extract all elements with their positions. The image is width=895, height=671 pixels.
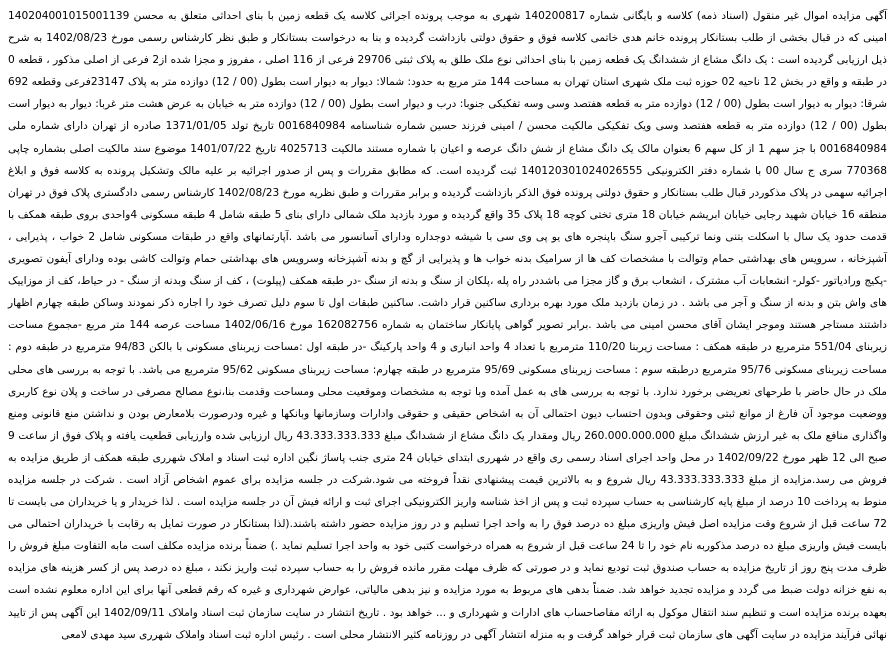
- auction-notice-text: آگهی مزایده اموال غیر منقول (اسناد ذمه) کلاسه 14020400101500113‪9 و بایگانی شماره 140200817 شهری به موجب پرونده اجرائی کلاسه یک قطعه زمین با بنای احداثی متعلق به محسن امینی که در قبال بخشی از طلب بستانکار پرونده خانم هدی خاتمی کلاسه فوق و حقوق دولتی بازداشت گردیده و بنا به درخواست بستانکار و طبق نظر کارشناس رسمی مورخ 1402/08/23 به شرح ذیل ارزیابی گردیده است : یک دانگ مشاع از ششدانگ یک قطعه زمین با بنای احداثی نوع ملک طلق به پلاک ثبتی 29706 فرعی از 116 اصلی ، مفروز و مجزا شده از2 فرعی از اصلی مذکور ، قطعه 0 در طبقه و واقع در بخش 12 ناحیه 02 حوزه ثبت ملک شهری استان تهران به مساحت 144 متر مربع به حدود: شمالا: دیوار به دیوار است بطول (00 / 12) دوازده متر به پلاک 23147فرعی وقطعه 692 شرقا: دیوار به دیوار است بطول (00 / 12) دوازده متر به قطعه هفتصد وسی وسه تفکیکی جنوبا: درب و دیوار است بطول (00 / 12) دوازده متر به خیابان به عرض هشت متر غربا: دیوار به دیوار است بطول (00 / 12) دوازده متر به قطعه هفتصد وسی ویک تفکیکی مالکیت محسن / امینی فرزند حسین شماره شناسنامه 0016840984 تاریخ تولد 1371/01/05 صادره از تهران دارای شماره ملی 0016840984 با جز سهم 1 از کل سهم 6 بعنوان مالک یک دانگ مشاع از شش دانگ عرصه و اعیان با شماره مستند مالکیت 4025713 تاریخ 1401/07/22 موضوع سند مالکیت اصلی بشماره چاپی 770368 سری ج سال 00 با شماره دفتر الکترونیکی 140120301024026555 ثبت گردیده است. که مطابق مقررات و پس از صدور اجرائیه بر علیه مالک وتشکیل پرونده به کلاسه فوق و ابلاغ اجرائیه سهمی در پلاک مذکوردر قبال طلب بستانکار و حقوق دولتی پرونده فوق الذکر بازداشت گردیده و برابر مقررات و طبق نظریه مورخ 1402/08/23 کارشناس رسمی دادگستری پلاک فوق در تهران منطقه 16 خیابان شهید رجایی خیابان ابریشم خیابان 18 متری تختی کوچه 18 پلاک 35 واقع گردیده و مورد بازدید ملک شمالی دارای بنای 5 طبقه شامل 4 طبقه مسکونی 4واحدی بروی طبقه همکف با قدمت حدود یک سال با اسکلت بتنی ونما ترکیبی آجرو سنگ باپنجره های یو پی وی سی با شیشه دوجداره ودارای آسانسور می باشد .آپارتمانهای واقع در طبقات مسکونی شامل 2 خواب ، پذیرایی ، آشپزخانه ، سرویس های بهداشتی حمام وتوالت با مشخصات کف ها از سرامیک بدنه خواب ها و پذیرایی از گچ و بدنه آشپزخانه وسرویس های بهداشتی حمام وتوالت کاشی بوده ودارای آیفون تصویری -پکیج ورادیاتور -کولر- انشعابات آب مشترک ، انشعاب برق و گاز مجزا می باشددر راه پله ،پلکان از سنگ و بدنه از سنگ -در طبقه همکف (پیلوت) ، کف از سنگ وبدنه از سنگ - در حیاط، کف از موزاییک های واش بتن و بدنه از سنگ و آجر می باشد . در زمان بازدید ملک مورد بهره برداری ساکنین قرار داشت. ساکنین طبقات اول تا سوم دلیل تصرف خود را اجاره ذکر نمودند وساکن طبقه چهارم اظهار داشتند مستاجر هستند وموجر ایشان آقای محسن امینی می باشد .برابر تصویر گواهی پایانکار ساختمان به شماره 162082756 مورخ 1402/06/16 مساحت عرصه 144 متر مربع -مجموع مساحت زیربنای 551/04 مترمربع در طبقه همکف : مساحت زیربنا 110/20 مترمربع با تعداد 4 واحد انباری و 4 واحد پارکینگ -در طبقه اول :مساحت زیربنای مسکونی با بالکن 94/83 مترمربع در طبقه دوم : مساحت زیربنای مسکونی 95/76 مترمربع درطبقه سوم : مساحت زیربنای مسکونی 95/69 مترمربع در طبقه چهارم: مساحت زیربنای مسکونی 95/62 مترمربع می باشد. با توجه به بررسی های محلی ملک در حال حاضر با طرحهای تعریضی برخورد ندارد. با توجه به بررسی های به عمل آمده وبا توجه به مشخصات وموقعیت محلی ومساحت وقدمت بنا،نوع مصالح مصرفی در ساخت و پلان نوع کاربری ووضعیت موجود آن فارغ از موانع ثبتی وحقوقی وبدون احتساب دیون احتمالی آن به اشخاص حقیقی و حقوقی وادارات وسازمانها وبانکها و غیره ودرصورت بلامعارض بودن و نداشتن منع قانونی ومنع واگذاری منافع ملک به غیر ارزش ششدانگ مبلغ 260.000.000.000 ریال ومقدار یک دانگ مشاع از ششدانگ مبلغ 43.333.333.333 ریال ارزیابی شده وارزیابی قطعیت یافته و پلاک فوق از ساعت 9 صبح الی 12 ظهر مورخ 1402/09/22 در محل واحد اجرای اسناد رسمی ری واقع در شهرری ابتدای خیابان 24 متری جنب پاساژ نگین اداره ثبت اسناد و املاک شهرری طبقه همکف از طریق مزایده به فروش می رسد.مزایده از مبلغ 43.333.333.333 ریال شروع و به بالاترین قیمت پیشنهادی نقداً فروخته می شود.شرکت در جلسه مزایده برای عموم اشخاص آزاد است . شرکت در جلسه مزایده منوط به پرداخت 10 درصد از مبلغ پایه کارشناسی به حساب سپرده ثبت و پس از اخذ شناسه واریز الکترونیکی اجرای ثبت و ارائه فیش آن در جلسه مزایده است . لذا خریدار و یا خریداران می بایست تا 72 ساعت قبل از شروع وقت مزایده اصل فیش واریزی مبلغ ده درصد فوق را به واحد اجرا تسلیم و در روز مزایده حضور داشته باشند.(لذا بستانکار در صورت تمایل به رقابت با خریداران احتمالی می بایست فیش واریزی مبلغ ده درصد مذکوربه نام خود را تا 24 ساعت قبل از شروع به همراه درخواست کتبی خود به واحد اجرا تسلیم نماید .) ضمناً برنده مزایده مکلف است مابه التفاوت مبلغ فروش را ظرف مدت پنج روز از تاریخ مزایده به حساب صندوق ثبت تودیع نماید و در صورتی که ظرف مهلت مقرر مانده فروش را به حساب سپرده ثبت واریز نکند ، مبلغ ده درصد پس از کسر هزینه های مزایده به نفع خزانه دولت ضبط می گردد و مزایده تجدید خواهد شد. ضمناً بدهی های مربوط به مورد مزایده و نیز بدهی مالیاتی، عوارض شهرداری و غیره که رقم قطعی آنها برای این اداره معلوم نشده است بعهده برنده مزایده است و تنظیم سند انتقال موکول به ارائه مفاصاحساب های ادارات و شهرداری و ... خواهد بود . تاریخ انتشار در سایت سازمان ثبت اسناد واملاک 1402/09/11 این آگهی پس از تایید نهائی فرآیند مزایده در سایت آگهی های سازمان ثبت قرار خواهد گرفت و به منزله انتشار آگهی در روزنامه کثیر الانتشار محلی است . رئیس اداره ثبت اسناد واملاک شهرری سید مهدی لامعی: [8, 10, 888, 641]
